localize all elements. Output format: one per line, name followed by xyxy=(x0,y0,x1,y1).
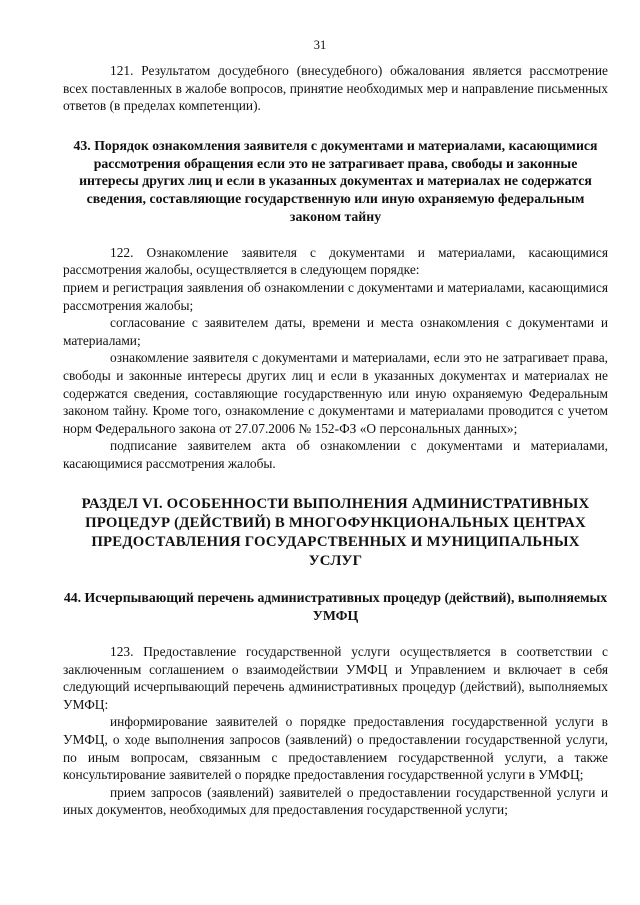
page-number: 31 xyxy=(313,38,327,52)
document-body xyxy=(63,62,608,819)
list-item-122-1: прием и регистрация заявления об ознакомлении с документами и материалами, касающимися рассмотрения жалобы; xyxy=(63,279,608,313)
list-item-122-2: согласование с заявителем даты, времени и места ознакомления с документами и материалами; xyxy=(63,315,608,348)
paragraph-122: 122. Ознакомление заявителя с документами и материалами, касающимися рассмотрения жалобы, осуществляется в следующем порядке: xyxy=(63,244,608,278)
paragraph-121: 121. Результатом досудебного (внесудебного) обжалования является рассмотрение всех поставленных в жалобе вопросов, принятие необходимых мер и направление письменных ответов (в пределах компетенции). xyxy=(63,63,608,114)
heading-43: 43. Порядок ознакомления заявителя с документами и материалами, касающимися рассмотрения обращения если это не затрагивает права, свободы и законные интересы других лиц и если в указанных документах и материалах не содержатся сведения, составляющие государственную или иную охраняемую федеральным законом тайну xyxy=(73,137,598,224)
list-item-122-3: ознакомление заявителя с документами и материалами, если это не затрагивает права, свободы и законные интересы других лиц и если в указанных документах и материалах не содержатся сведения, составляющие государственную или иную охраняемую Федеральным законом тайну. Кроме того, ознакомление с документами и материалами проводится с учетом норм Федерального закона от 27.07.2006 № 152-ФЗ «О персональных данных»; xyxy=(63,350,608,436)
section-6-title: РАЗДЕЛ VI. ОСОБЕННОСТИ ВЫПОЛНЕНИЯ АДМИНИСТРАТИВНЫХ ПРОЦЕДУР (ДЕЙСТВИЙ) В МНОГОФУНКЦИОНАЛЬНЫХ ЦЕНТРАХ ПРЕДОСТАВЛЕНИЯ ГОСУДАРСТВЕННЫХ И МУНИЦИПАЛЬНЫХ УСЛУГ xyxy=(81,496,590,570)
paragraph-123: 123. Предоставление государственной услуги осуществляется в соответствии с заключенным соглашением о взаимодействии УМФЦ и Управлением и включает в себя следующий исчерпывающий перечень административных процедур (действий), выполняемых УМФЦ: xyxy=(63,644,608,712)
list-item-123-2: прием запросов (заявлений) заявителей о предоставлении государственной услуги и иных документов, необходимых для предоставления государственной услуги; xyxy=(63,784,608,818)
list-item-123-1: информирование заявителей о порядке предоставления государственной услуги в УМФЦ, о ходе выполнения запросов (заявлений) о предоставлении государственной услуги, по иным вопросам, связанным с предоставлением государственной услуги, а также консультирование заявителей о порядке предоставления государственной услуги в УМФЦ; xyxy=(63,714,608,783)
list-item-122-4: подписание заявителем акта об ознакомлении с документами и материалами, касающимися рассмотрения жалобы. xyxy=(63,438,608,471)
heading-44: 44. Исчерпывающий перечень административных процедур (действий), выполняемых УМФЦ xyxy=(63,590,608,624)
